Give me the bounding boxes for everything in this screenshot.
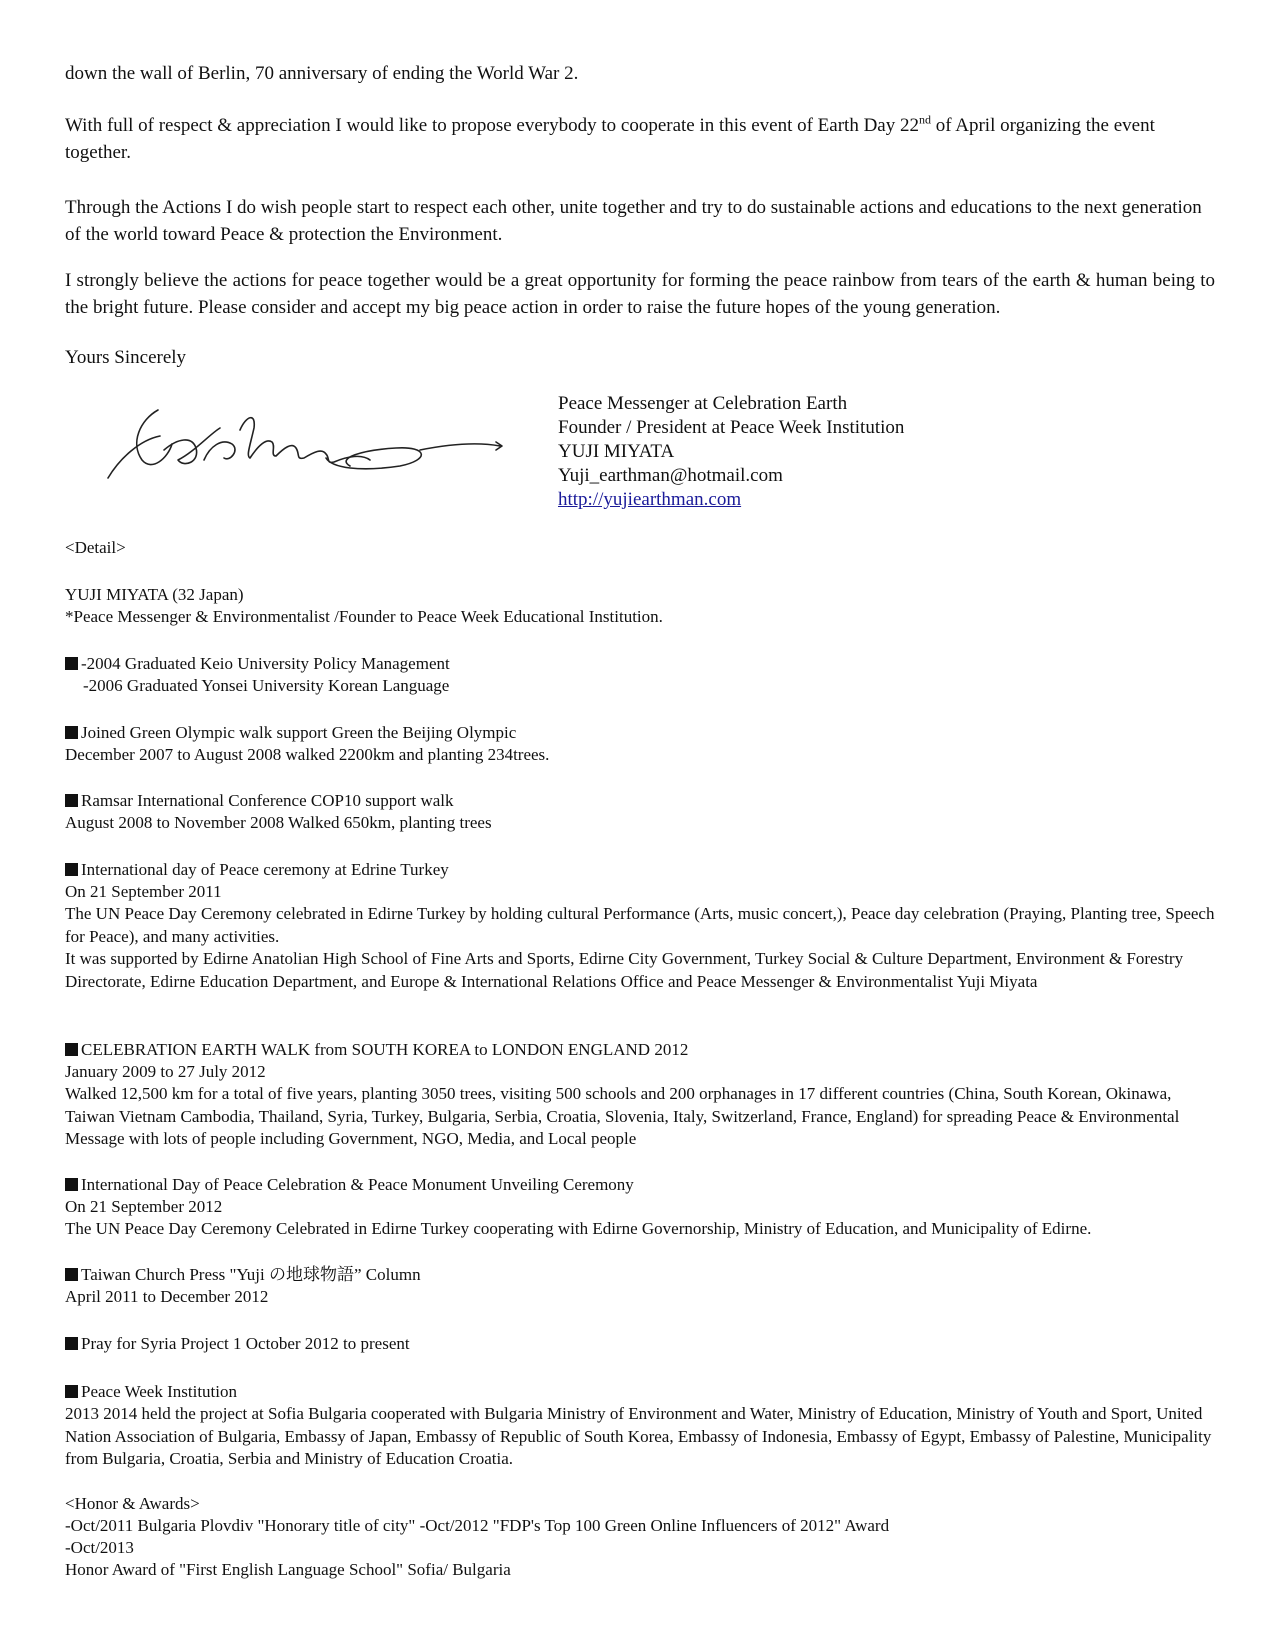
detail-role-line: *Peace Messenger & Environmentalist /Founder to Peace Week Educational Institution. [65, 607, 663, 626]
section-4-line-1: January 2009 to 27 July 2012 [65, 1062, 266, 1081]
signer-name: YUJI MIYATA [558, 441, 675, 462]
section-5-title: International Day of Peace Celebration & Peace Monument Unveiling Ceremony [65, 1174, 1225, 1197]
section-7-title: Pray for Syria Project 1 October 2012 to present [65, 1333, 1225, 1356]
letter-paragraph-3: Through the Actions I do wish people start to respect each other, unite together and try to do sustainable actions and educations to the next generation of the world toward Peace & protection the Environment. [65, 197, 1202, 245]
honors-line-3: Honor Award of "First English Language School" Sofia/ Bulgaria [65, 1560, 511, 1579]
section-3-line-2: The UN Peace Day Ceremony celebrated in Edirne Turkey by holding cultural Performance (Arts, music concert,), Peace day celebration (Praying, Planting tree, Speech for Peace), and many activities. [65, 904, 1215, 946]
section-6-title: Taiwan Church Press "Yuji の地球物語” Column [65, 1264, 1225, 1287]
education-line-1: -2004 Graduated Keio University Policy Management [65, 653, 1225, 676]
signer-title-1: Peace Messenger at Celebration Earth [558, 393, 848, 414]
p2-superscript: nd [918, 112, 931, 127]
honors-line-2: -Oct/2013 [65, 1538, 134, 1557]
section-8-line-1: 2013 2014 held the project at Sofia Bulgaria cooperated with Bulgaria Ministry of Environment and Water, Ministry of Education, Ministry of Youth and Sport, United Nation Association of Bulgaria, Embassy of Japan, Embassy of Republic of South Korea, Embassy of Indonesia, Embassy of Egypt, Embassy of Palestine, Municipality from Bulgaria, Croatia, Serbia and Ministry of Education Croatia. [65, 1404, 1212, 1468]
letter-paragraph-2 [65, 112, 1215, 166]
bullet-square-icon [65, 726, 78, 739]
section-3-line-3: It was supported by Edirne Anatolian High School of Fine Arts and Sports, Edirne City Government, Turkey Social & Culture Department, Environment & Forestry Directorate, Edirne Education Department, and Europe & International Relations Office and Peace Messenger & Environmentalist Yuji Miyata [65, 949, 1184, 991]
bullet-square-icon [65, 1043, 78, 1056]
section-5-line-1: On 21 September 2012 [65, 1197, 223, 1216]
section-5-line-2: The UN Peace Day Ceremony Celebrated in Edirne Turkey cooperating with Edirne Governorship, Ministry of Education, and Municipality of Edirne. [65, 1219, 1092, 1238]
section-4-line-2: Walked 12,500 km for a total of five years, planting 3050 trees, visiting 500 schools and 200 orphanages in 17 different countries (China, South Korean, Okinawa, Taiwan Vietnam Cambodia, Thailand, Syria, Turkey, Bulgaria, Serbia, Croatia, Slovenia, Italy, Switzerland, France, England) for spreading Peace & Environmental Message with lots of people including Government, NGO, Media, and Local people [65, 1084, 1180, 1148]
p2-text-after: of April organizing the event together. [65, 115, 1155, 163]
section-4-title: CELEBRATION EARTH WALK from SOUTH KOREA to LONDON ENGLAND 2012 [65, 1039, 1225, 1062]
honors-line-1: -Oct/2011 Bulgaria Plovdiv "Honorary title of city" -Oct/2012 "FDP's Top 100 Green Online Influencers of 2012" Award [65, 1516, 890, 1535]
bullet-square-icon [65, 1268, 78, 1281]
section-1-line-1: December 2007 to August 2008 walked 2200km and planting 234trees. [65, 745, 550, 764]
signer-email: Yuji_earthman@hotmail.com [558, 465, 783, 486]
letter-line-1: down the wall of Berlin, 70 anniversary of ending the World War 2. [65, 63, 579, 84]
letter-closing: Yours Sincerely [65, 347, 187, 368]
honors-heading: <Honor & Awards> [65, 1494, 200, 1513]
detail-name-line: YUJI MIYATA (32 Japan) [65, 585, 244, 604]
section-2-line-1: August 2008 to November 2008 Walked 650km, planting trees [65, 813, 492, 832]
bullet-square-icon [65, 1337, 78, 1350]
bullet-square-icon [65, 1385, 78, 1398]
signature-block [558, 392, 904, 512]
website-link[interactable]: http://yujiearthman.com [558, 489, 742, 510]
handwritten-signature [100, 398, 540, 508]
bullet-square-icon [65, 863, 78, 876]
section-8-title: Peace Week Institution [65, 1381, 1225, 1404]
section-6-line-1: April 2011 to December 2012 [65, 1287, 269, 1306]
bullet-square-icon [65, 794, 78, 807]
education-line-2: -2006 Graduated Yonsei University Korean Language [83, 676, 450, 695]
bullet-square-icon [65, 657, 78, 670]
section-3-line-1: On 21 September 2011 [65, 882, 222, 901]
letter-paragraph-4: I strongly believe the actions for peace together would be a great opportunity for forming the peace rainbow from tears of the earth & human being to the bright future. Please consider and accept my big peace action in order to raise the future hopes of the young generation. [65, 270, 1215, 318]
section-2-title: Ramsar International Conference COP10 support walk [65, 790, 1225, 813]
detail-heading: <Detail> [65, 538, 126, 557]
section-1-title: Joined Green Olympic walk support Green the Beijing Olympic [65, 722, 1225, 745]
section-3-title: International day of Peace ceremony at Edrine Turkey [65, 859, 1225, 882]
signer-title-2: Founder / President at Peace Week Institution [558, 417, 905, 438]
p2-text-before: With full of respect & appreciation I would like to propose everybody to cooperate in this event of Earth Day 22 [65, 115, 919, 136]
bullet-square-icon [65, 1178, 78, 1191]
